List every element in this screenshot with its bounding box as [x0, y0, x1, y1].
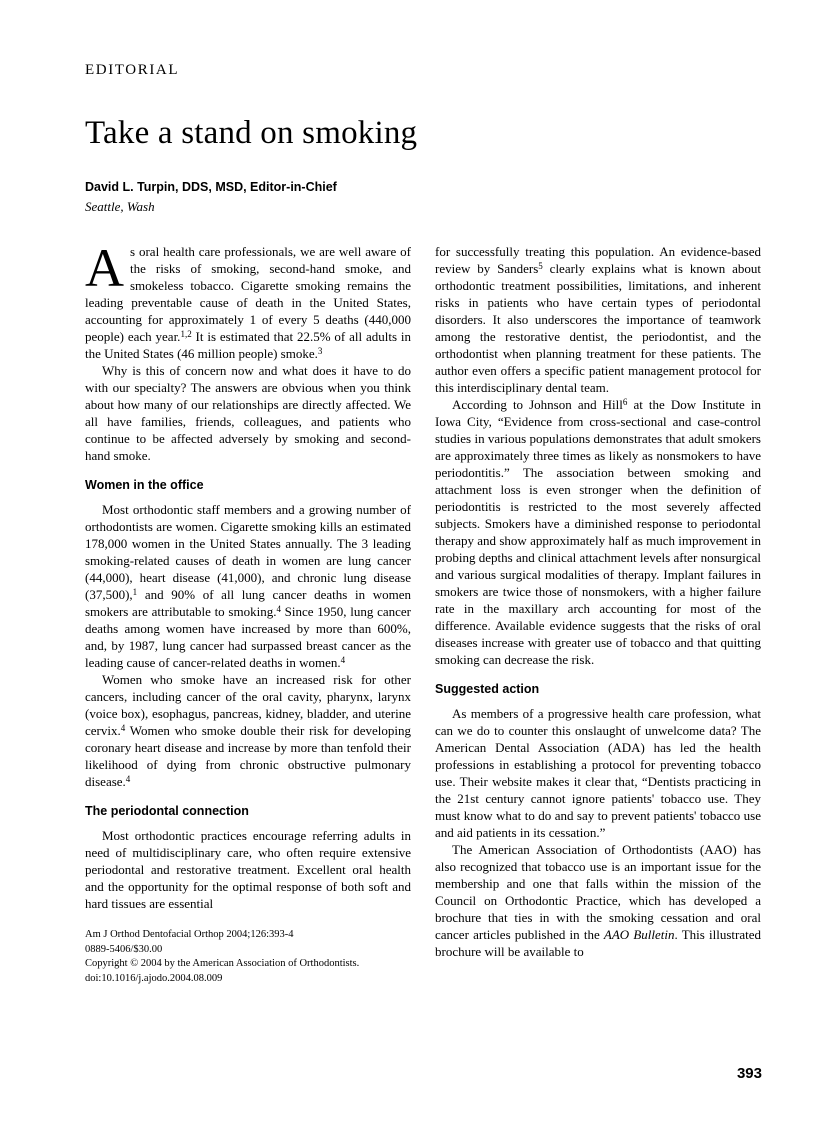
- right-column: [435, 243, 761, 986]
- copyright-line: Copyright © 2004 by the American Association of Orthodontists.: [85, 958, 360, 969]
- paragraph: Why is this of concern now and what does it have to do with our specialty? The answers are obvious when you think about how many of our relationships are directly affected. We all have families, friends, colleagues, and patients who continue to be affected adversely by smoking and second-hand smoke.: [85, 363, 411, 463]
- heading-suggested-action: Suggested action: [435, 682, 540, 696]
- author-byline: David L. Turpin, DDS, MSD, Editor-in-Chief: [85, 180, 337, 194]
- left-column: [85, 238, 412, 986]
- paragraph: As members of a progressive health care profession, what can we do to counter this onslaught of unwelcome data? The American Dental Association (ADA) has led the health professions in establishing a protocol for preventing tobacco use. Their website makes it clear that, “Dentists practicing in the 21st century cannot ignore patients' tobacco use. They must know what to do and say to prevent patients' tobacco use and aid patients in its cessation.”: [435, 706, 761, 840]
- paragraph-text: s oral health care professionals, we are well aware of the risks of smoking, second-hand smoke, and smokeless tobacco. Cigarette smoking remains the leading preventable cause of death in the United States, accounting for approximately 1 of every 5 deaths (440,000 people) each year.$^{1,2}$ It is estimated that 22.5% of all adults in the United States (46 million people) smoke.$^3$: [85, 244, 411, 361]
- page-number: 393: [736, 1065, 762, 1082]
- paragraph: According to Johnson and Hill$^6$ at the Dow Institute in Iowa City, “Evidence from cross-sectional and case-control studies in various populations demonstrates that adult smokers are approximately three times as likely as nonsmokers to have periodontitis.” The association between smoking and attachment loss is even stronger when the definition of periodontitis is restricted to the most severely affected subjects. Smokers have a diminished response to periodontal therapy and show approximately half as much improvement in probing depths and clinical attachment levels after nonsurgical and various surgical modalities of therapy. Implant failures in smokers are twice those of nonsmokers, with a higher failure rate in the maxillary arch accounting for most of the difference. Available evidence suggests that the risks of oral diseases increase with greater use of tobacco and that quitting smoking can decrease the risk.: [435, 396, 762, 667]
- dropcap: A: [85, 238, 124, 298]
- section-kicker: EDITORIAL: [85, 62, 180, 78]
- paragraph: [85, 238, 411, 362]
- issn-price-line: 0889-5406/$30.00: [85, 943, 163, 955]
- footnote-block: [85, 928, 411, 986]
- journal-citation: Am J Orthod Dentofacial Orthop 2004;126:393-4: [85, 929, 294, 940]
- heading-women-in-the-office: Women in the office: [85, 478, 204, 492]
- heading-periodontal-connection: The periodontal connection: [85, 804, 249, 818]
- author-location: Seattle, Wash: [85, 199, 155, 214]
- paragraph: Most orthodontic staff members and a growing number of orthodontists are women. Cigarette smoking kills an estimated 178,000 women in the United States annually. The 3 leading smoking-related causes of death in women are lung cancer (44,000), heart disease (41,000), and chronic lung disease (37,500),$^1$ and 90% of all lung cancer deaths in women smokers are attributable to smoking.$^4$ Since 1950, lung cancer deaths among women have increased by more than 600%, and, by 1987, lung cancer had surpassed breast cancer as the leading cause of cancer-related deaths in women.$^4$: [85, 502, 412, 670]
- article-title: Take a stand on smoking: [85, 115, 418, 151]
- doi-line: doi:10.1016/j.ajodo.2004.08.009: [85, 972, 223, 984]
- paragraph: for successfully treating this population. An evidence-based review by Sanders$^5$ clearly explains what is known about orthodontic treatment possibilities, limitations, and inherent risks in patients who have certain types of periodontal disorders. It also underscores the importance of teamwork among the restorative dentist, the periodontist, and the orthodontist when planning treatment for these patients. The author even offers a specific patient management protocol for this interdisciplinary dental team.: [435, 244, 761, 395]
- article-body: [85, 238, 762, 986]
- paragraph: Most orthodontic practices encourage referring adults in need of multidisciplinary care, who often require extensive periodontal and restorative treatment. Excellent oral health and the opportunity for the optimal response of both soft and hard tissues are essential: [85, 828, 411, 911]
- paragraph: The American Association of Orthodontists (AAO) has also recognized that tobacco use is an important issue for the membership and one that falls within the mission of the Council on Orthodontic Practice, which has developed a brochure that ties in with the smoking cessation and oral cancer articles published in the AAO Bulletin. This illustrated brochure will be available to: [435, 842, 761, 959]
- paragraph: Women who smoke have an increased risk for other cancers, including cancer of the oral cavity, pharynx, larynx (voice box), esophagus, pancreas, kidney, bladder, and uterine cervix.$^4$ Women who smoke double their risk for developing coronary heart disease and increase by more than tenfold their likelihood of dying from chronic obstructive pulmonary disease.$^4$: [85, 672, 411, 789]
